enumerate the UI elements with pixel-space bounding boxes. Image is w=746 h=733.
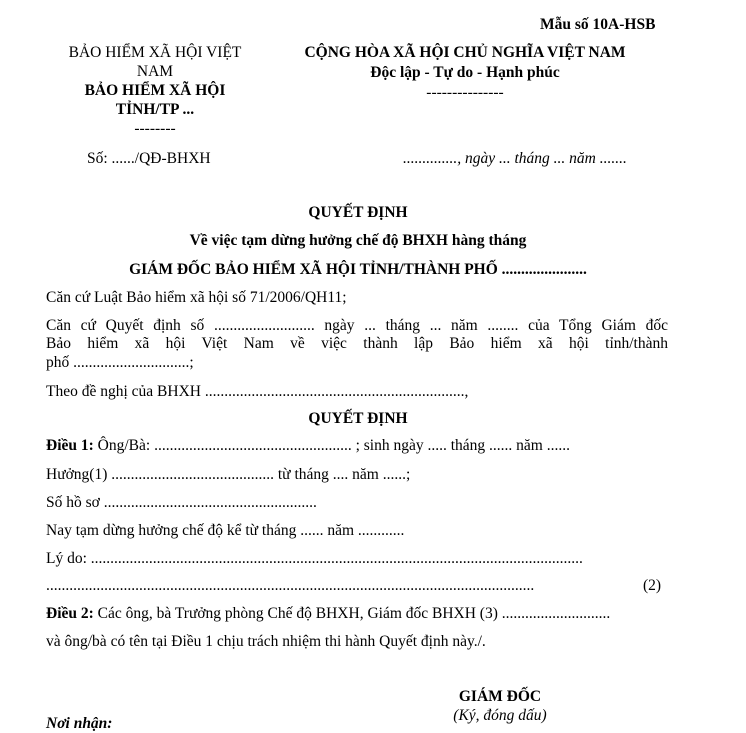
- right-divider: ---------------: [426, 84, 504, 101]
- basis-decision-line-1: Căn cứ Quyết định số .......................... ngày ... tháng ... năm ........ của Tổng Giám đốc: [46, 317, 668, 334]
- recipients-label: Nơi nhận:: [46, 715, 113, 732]
- basis-decision-line-3: phố ..............................;: [46, 354, 194, 371]
- issuing-authority: GIÁM ĐỐC BẢO HIỂM XÃ HỘI TỈNH/THÀNH PHỐ ......................: [129, 261, 587, 278]
- right-header: [275, 43, 655, 103]
- article-2-label: Điều 2:: [46, 605, 94, 622]
- left-divider: --------: [134, 120, 176, 137]
- issue-date: .............., ngày ... tháng ... năm .......: [403, 150, 627, 167]
- decision-number: Số: ....../QĐ-BHXH: [87, 150, 211, 167]
- motto: Độc lập - Tự do - Hạnh phúc: [370, 64, 560, 81]
- article-1-person: [46, 437, 570, 455]
- signature-note: (Ký, đóng dấu): [453, 707, 547, 724]
- agency-line-4: TỈNH/TP ...: [115, 101, 195, 118]
- basis-proposal: Theo đề nghị của BHXH ...................................................................,: [46, 383, 469, 400]
- article-1-benefit: Hưởng(1) .......................................... từ tháng .... năm ......;: [46, 466, 411, 483]
- signature-title: GIÁM ĐỐC: [458, 688, 542, 705]
- left-header: [40, 43, 270, 138]
- document-subject: Về việc tạm dừng hưởng chế độ BHXH hàng tháng: [189, 232, 527, 249]
- article-1-label: Điều 1:: [46, 437, 94, 454]
- decision-heading: QUYẾT ĐỊNH: [308, 410, 408, 427]
- basis-law: Căn cứ Luật Bảo hiểm xã hội số 71/2006/QH11;: [46, 289, 347, 306]
- country-title: CỘNG HÒA XÃ HỘI CHỦ NGHĨA VIỆT NAM: [304, 44, 626, 61]
- article-2-text: Các ông, bà Trưởng phòng Chế độ BHXH, Giám đốc BHXH (3) ............................: [97, 605, 611, 622]
- article-2-line-1: [46, 605, 610, 623]
- article-1-reason: Lý do: ...............................................................................................................................: [46, 550, 583, 567]
- basis-decision-line-2: Bảo hiểm xã hội Việt Nam về việc thành lập Bảo hiểm xã hội tỉnh/thành: [46, 335, 668, 352]
- article-1-suspension: Nay tạm dừng hưởng chế độ kể từ tháng ...... năm ............: [46, 522, 405, 539]
- document-title: QUYẾT ĐỊNH: [308, 204, 408, 221]
- article-2-line-2: và ông/bà có tên tại Điều 1 chịu trách nhiệm thi hành Quyết định này./.: [46, 633, 486, 650]
- agency-line-3: BẢO HIỂM XÃ HỘI: [84, 82, 226, 99]
- article-1-file-number: Số hồ sơ .......................................................: [46, 494, 317, 511]
- article-1-note: (2): [643, 577, 662, 594]
- form-number: Mẫu số 10A-HSB: [540, 16, 656, 33]
- article-1-person-text: Ông/Bà: ................................................... ; sinh ngày ..... tháng ...... năm ......: [97, 437, 570, 454]
- article-1-reason-continued: ..............................................................................................................................: [46, 577, 535, 594]
- agency-line-1: BẢO HIỂM XÃ HỘI VIỆT: [68, 44, 242, 61]
- agency-line-2: NAM: [136, 63, 174, 80]
